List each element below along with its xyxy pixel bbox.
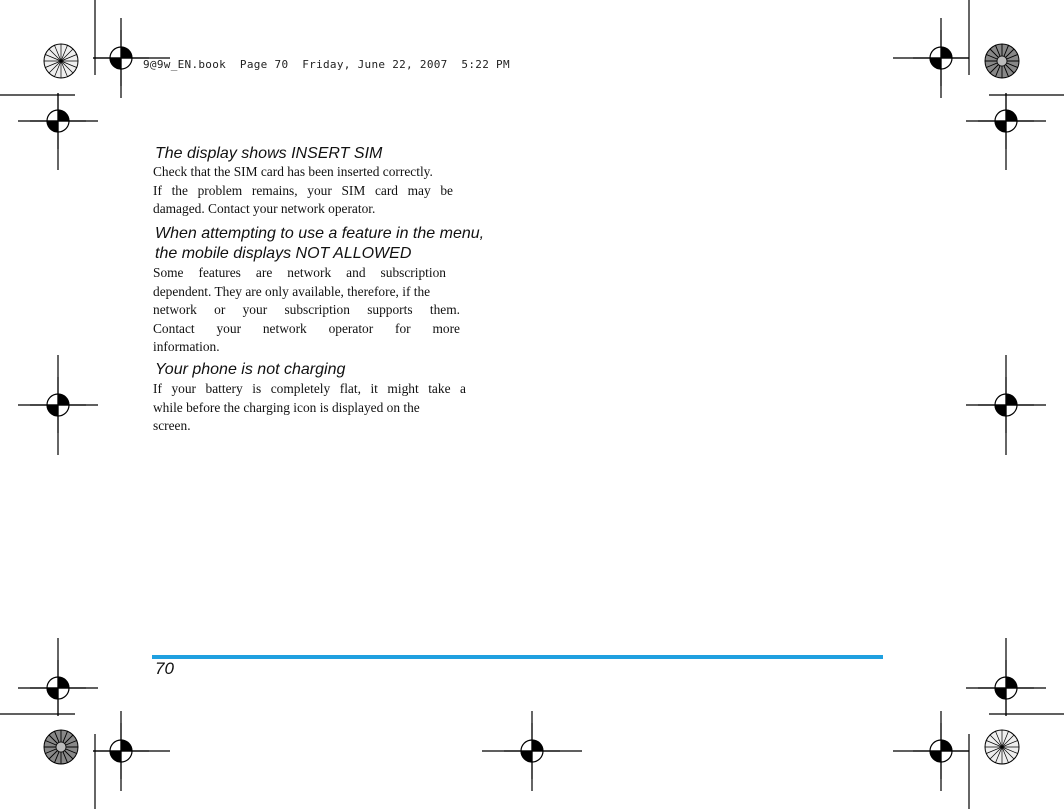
heading-line: Your phone is not charging [155,361,346,378]
section-body-insert-sim [153,163,453,219]
body-line: while before the charging icon is displayed on the [153,399,420,415]
body-line: network or your subscription supports them. [153,302,460,318]
body-line: Contact your network operator for more [153,320,460,336]
body-line: information. [153,339,220,355]
body-line: If your battery is completely flat, it might take a [153,381,466,396]
body-line: damaged. Contact your network operator. [153,201,376,217]
body-line: Some features are network and subscription [153,265,446,280]
section-body-not-allowed [153,264,460,357]
body-line: dependent. They are only available, therefore, if the [153,283,431,299]
print-header-slug: 9@9w_EN.book Page 70 Friday, June 22, 2007 5:22 PM [143,58,510,71]
body-line: screen. [153,418,191,434]
heading-line: When attempting to use a feature in the menu, [155,225,485,242]
section-heading-not-charging [155,361,345,380]
heading-line: The display shows INSERT SIM [155,145,383,162]
section-body-not-charging [153,380,466,436]
body-line: If the problem remains, your SIM card may be [153,182,453,198]
section-heading-insert-sim [155,145,382,164]
heading-line: the mobile displays NOT ALLOWED [155,244,412,262]
body-line: Check that the SIM card has been inserted correctly. [153,164,433,179]
footer-rule [152,655,883,659]
page-number: 70 [155,659,174,678]
section-heading-not-allowed [155,225,484,263]
